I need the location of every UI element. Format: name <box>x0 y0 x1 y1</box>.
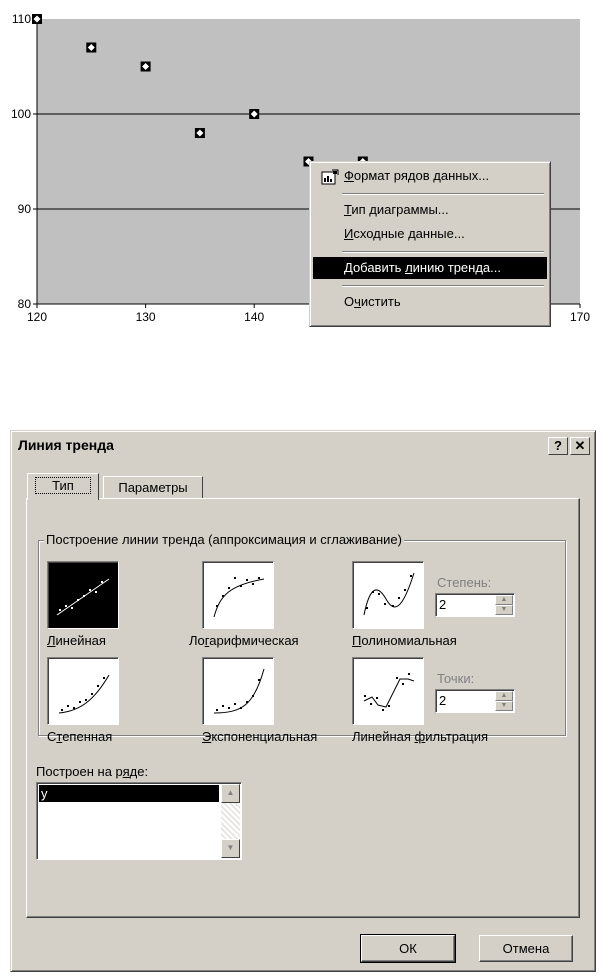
trend-type-logarithmic[interactable] <box>202 561 274 629</box>
menu-item-text: Добавить <box>344 260 406 275</box>
menu-item-2[interactable] <box>313 199 547 221</box>
menu-separator <box>342 193 544 195</box>
menu-item-text: ч <box>354 294 361 309</box>
trend-type-exponential[interactable] <box>202 657 274 725</box>
help-button[interactable]: ? <box>548 437 568 455</box>
dialog-title: Линия тренда <box>18 437 114 453</box>
context-menu <box>309 161 551 327</box>
menu-item-text: И <box>344 226 354 241</box>
trend-type-polynomial-label: Полиномиальная <box>352 633 457 648</box>
trend-type-exponential-label: Экспоненциальная <box>202 729 318 744</box>
points-spinner-arrows <box>495 691 513 711</box>
dialog-titlebar[interactable] <box>14 434 592 456</box>
trend-type-linear[interactable] <box>47 561 119 629</box>
close-button[interactable]: ✕ <box>570 437 590 455</box>
points-spinner[interactable] <box>435 689 515 713</box>
trend-type-power-label: Степенная <box>47 729 113 744</box>
menu-item-text: инию тренда... <box>412 260 501 275</box>
trend-type-power[interactable] <box>47 657 119 725</box>
polynomial-trend-icon <box>356 565 420 625</box>
menu-item-text: Ф <box>344 168 354 183</box>
trend-type-moving-average[interactable] <box>352 657 424 725</box>
menu-item-3[interactable] <box>313 223 547 245</box>
tab-panel-type <box>26 498 580 918</box>
tab-type-label: Тип <box>35 477 91 494</box>
tab-parameters[interactable] <box>103 476 203 499</box>
trend-type-group-title: Построение линии тренда (аппроксимация и сглаживание) <box>46 532 402 547</box>
points-down-arrow-icon[interactable]: ▼ <box>495 701 513 711</box>
trend-type-logarithmic-label: Логарифмическая <box>189 633 299 648</box>
power-trend-icon <box>51 661 115 721</box>
degree-spinner[interactable] <box>435 593 515 617</box>
scroll-down-icon[interactable]: ▼ <box>221 839 240 858</box>
points-label: Точки: <box>437 671 475 686</box>
y-tick-label: 110 <box>11 12 31 26</box>
points-value: 2 <box>439 693 447 708</box>
trend-type-polynomial[interactable] <box>352 561 424 629</box>
degree-down-arrow-icon[interactable]: ▼ <box>495 605 513 615</box>
y-tick-label: 90 <box>17 202 31 216</box>
x-tick-label: 130 <box>135 310 156 324</box>
scroll-up-icon[interactable]: ▲ <box>221 784 240 803</box>
series-scrollbar[interactable] <box>221 784 240 858</box>
trend-type-moving-average-label: Линейная фильтрация <box>352 729 488 744</box>
menu-item-text: ип диаграммы... <box>351 202 449 217</box>
tab-parameters-label: Параметры <box>118 480 188 495</box>
series-item[interactable]: y <box>39 785 219 802</box>
linear-trend-icon <box>51 565 115 625</box>
series-listbox[interactable] <box>36 782 242 860</box>
menu-item-text: истить <box>360 294 401 309</box>
menu-item-text: О <box>344 294 355 309</box>
tab-type[interactable] <box>27 473 99 500</box>
exponential-trend-icon <box>206 661 270 721</box>
logarithmic-trend-icon <box>206 565 270 625</box>
points-up-arrow-icon[interactable]: ▲ <box>495 691 513 701</box>
menu-item-text: ормат рядов данных... <box>353 168 490 183</box>
trend-type-linear-label: Линейная <box>47 633 106 648</box>
menu-separator <box>342 251 544 253</box>
degree-label: Степень: <box>437 575 492 590</box>
x-tick-label: 170 <box>569 310 591 324</box>
series-list-label: Построен на ряде: <box>36 764 149 779</box>
cancel-button[interactable]: Отмена <box>479 935 573 962</box>
ok-button[interactable]: ОК <box>361 935 455 962</box>
degree-spinner-arrows <box>495 595 513 615</box>
degree-up-arrow-icon[interactable]: ▲ <box>495 595 513 605</box>
menu-item-0[interactable] <box>313 165 547 187</box>
menu-separator <box>342 285 544 287</box>
menu-item-5[interactable] <box>313 257 547 279</box>
y-tick-label: 80 <box>17 297 31 311</box>
menu-item-text: сходные данные... <box>353 226 465 241</box>
y-tick-label: 100 <box>10 107 31 121</box>
degree-value: 2 <box>439 597 447 612</box>
menu-item-7[interactable] <box>313 291 547 313</box>
moving-average-trend-icon <box>356 661 420 721</box>
format-series-icon <box>321 169 339 185</box>
x-tick-label: 120 <box>26 310 48 324</box>
menu-item-text: Т <box>344 202 352 217</box>
menu-item-text: л <box>405 260 413 275</box>
x-tick-label: 140 <box>244 310 265 324</box>
trendline-dialog <box>10 430 596 972</box>
